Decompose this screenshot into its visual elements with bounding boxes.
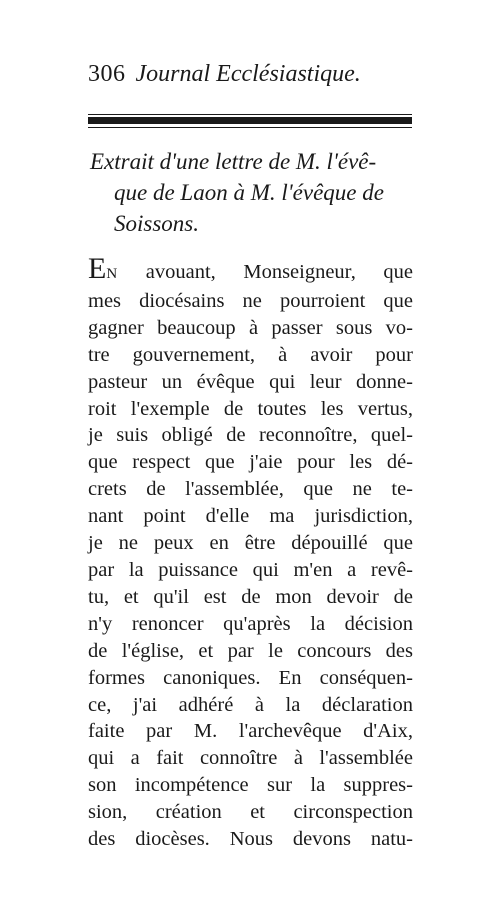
small-cap: N [106, 266, 119, 282]
body-line: qui a fait connoître à l'assemblée [88, 747, 413, 770]
body-line: faite par M. l'archevêque d'Aix, [88, 720, 413, 743]
header-rule-thin-top [88, 114, 412, 115]
body-line: des diocèses. Nous devons natu- [88, 828, 413, 851]
body-line: son incompétence sur la suppres- [88, 774, 413, 797]
body-line: que respect que j'aie pour les dé- [88, 451, 413, 474]
article-title-line: Soissons. [114, 211, 199, 236]
body-line: je suis obligé de reconnoître, quel- [88, 424, 413, 447]
running-title: Journal Ecclésiastique. [135, 61, 361, 87]
body-line: formes canoniques. En conséquen- [88, 666, 413, 689]
article-body [88, 252, 428, 853]
body-line-first [88, 252, 413, 288]
article-title-line: Extrait d'une lettre de M. l'évê- [90, 149, 377, 174]
body-line: gagner beaucoup à passer sous vo- [88, 316, 413, 339]
header-rule-thick [88, 117, 412, 124]
article-title [90, 146, 420, 239]
body-line: roit l'exemple de toutes les vertus, [88, 397, 413, 420]
body-line: sion, création et circonspection [88, 801, 413, 824]
body-line: tre gouvernement, à avoir pour [88, 343, 413, 366]
body-line: je ne peux en être dépouillé que [88, 532, 413, 555]
body-line: par la puissance qui m'en a revê- [88, 558, 413, 581]
body-line: nant point d'elle ma jurisdiction, [88, 505, 413, 528]
body-line: ce, j'ai adhéré à la déclaration [88, 693, 413, 716]
page-number: 306 [88, 61, 126, 87]
first-line-text: avouant, Monseigneur, que [118, 261, 413, 283]
header-rule-thin-bottom [88, 127, 412, 128]
body-line: crets de l'assemblée, que ne te- [88, 478, 413, 501]
body-line: mes diocésains ne pourroient que [88, 289, 413, 312]
drop-cap: E [88, 252, 107, 285]
page-header [88, 60, 408, 88]
body-line: de l'église, et par le concours des [88, 639, 413, 662]
body-line: pasteur un évêque qui leur donne- [88, 370, 413, 393]
body-line: tu, et qu'il est de mon devoir de [88, 585, 413, 608]
article-title-line: que de Laon à M. l'évêque de [114, 180, 384, 205]
body-line: n'y renoncer qu'après la décision [88, 612, 413, 635]
